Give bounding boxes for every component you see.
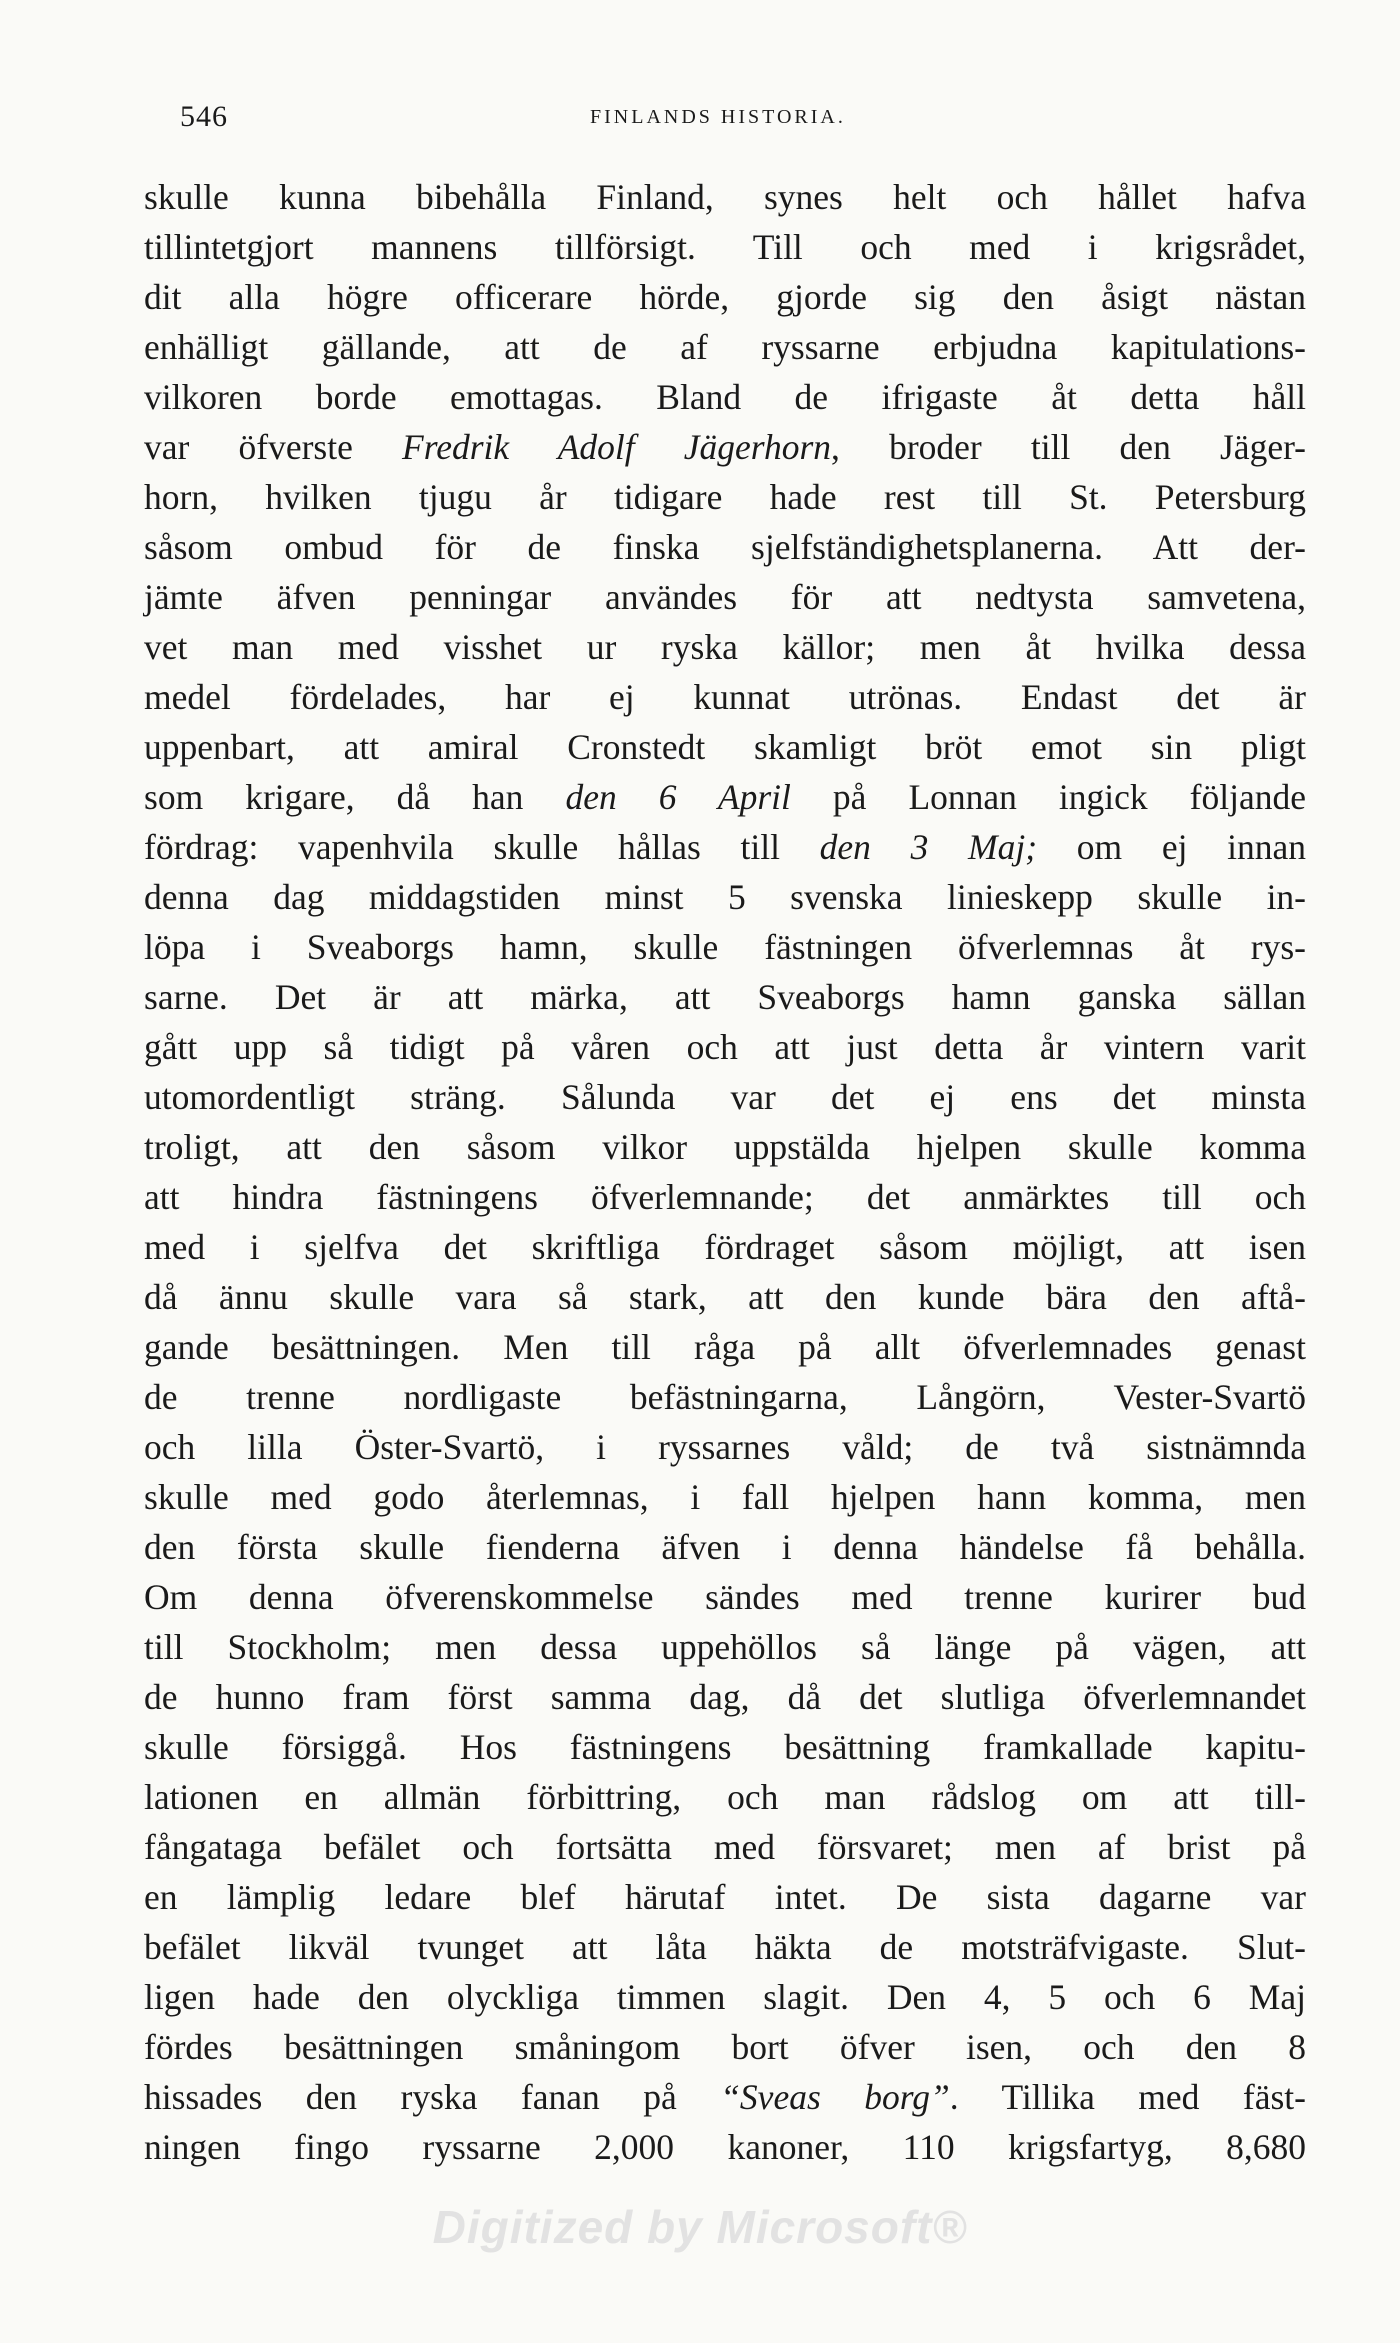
text-line <box>144 1822 1306 1872</box>
text-run: dit alla högre officerare hörde, gjorde sig den åsigt nästan <box>144 277 1306 317</box>
text-line <box>144 1372 1306 1422</box>
italic-phrase: den 6 April <box>565 777 791 817</box>
text-run: var öfverste <box>144 427 403 467</box>
text-run: fördes besättningen småningom bort öfver isen, och den 8 <box>144 2027 1306 2067</box>
italic-phrase: Fredrik Adolf Jägerhorn <box>402 427 832 467</box>
text-run: gande besättningen. Men till råga på allt öfverlemnades genast <box>144 1327 1306 1367</box>
text-line <box>144 1072 1306 1122</box>
text-run: och lilla Öster-Svartö, i ryssarnes våld; de två sistnämnda <box>144 1427 1306 1467</box>
text-line <box>144 1722 1306 1772</box>
text-run: befälet likväl tvunget att låta häkta de motsträfvigaste. Slut- <box>144 1927 1306 1967</box>
text-line <box>144 772 1306 822</box>
text-line <box>144 572 1306 622</box>
text-line <box>144 1122 1306 1172</box>
italic-phrase: “Sveas borg” <box>720 2077 950 2117</box>
text-run: jämte äfven penningar användes för att nedtysta samvetena, <box>144 577 1306 617</box>
text-run: skulle försiggå. Hos fästningens besättning framkallade kapitu- <box>144 1727 1306 1767</box>
text-run: den första skulle fienderna äfven i denna händelse få behålla. <box>144 1527 1306 1567</box>
text-run: sarne. Det är att märka, att Sveaborgs hamn ganska sällan <box>144 977 1306 1017</box>
text-line <box>144 622 1306 672</box>
text-line <box>144 1572 1306 1622</box>
text-line <box>144 1422 1306 1472</box>
text-run: att hindra fästningens öfverlemnande; det anmärktes till och <box>144 1177 1306 1217</box>
text-run: de trenne nordligaste befästningarna, Långörn, Vester-Svartö <box>144 1377 1306 1417</box>
text-line <box>144 222 1306 272</box>
text-line <box>144 2022 1306 2072</box>
text-run: fördrag: vapenhvila skulle hållas till <box>144 827 820 867</box>
text-run: utomordentligt sträng. Sålunda var det ej ens det minsta <box>144 1077 1306 1117</box>
text-run: löpa i Sveaborgs hamn, skulle fästningen öfverlemnas åt rys- <box>144 927 1306 967</box>
digitization-watermark: Digitized by Microsoft® <box>432 2201 968 2253</box>
text-line <box>144 1622 1306 1672</box>
text-line <box>144 172 1306 222</box>
text-line <box>144 2072 1306 2122</box>
text-run: om ej innan <box>1037 827 1307 867</box>
text-line <box>144 1922 1306 1972</box>
text-line <box>144 872 1306 922</box>
text-line <box>144 2122 1306 2172</box>
text-run: denna dag middagstiden minst 5 svenska linieskepp skulle in- <box>144 877 1306 917</box>
text-line <box>144 322 1306 372</box>
text-run: , broder till den Jäger- <box>831 427 1307 467</box>
text-run: vet man med visshet ur ryska källor; men åt hvilka dessa <box>144 627 1306 667</box>
text-line <box>144 1222 1306 1272</box>
text-line <box>144 972 1306 1022</box>
text-run: på Lonnan ingick följande <box>790 777 1306 817</box>
text-run: som krigare, då han <box>144 777 566 817</box>
text-line <box>144 722 1306 772</box>
text-line <box>144 1322 1306 1372</box>
running-head <box>180 100 1320 140</box>
text-run: de hunno fram först samma dag, då det slutliga öfverlemnandet <box>144 1677 1306 1717</box>
text-run: skulle kunna bibehålla Finland, synes helt och hållet hafva <box>144 177 1306 217</box>
text-line <box>144 1672 1306 1722</box>
text-line <box>144 372 1306 422</box>
text-line <box>144 422 1306 472</box>
text-run: fångataga befälet och fortsätta med försvaret; men af brist på <box>144 1827 1306 1867</box>
text-line <box>144 672 1306 722</box>
text-line <box>144 1972 1306 2022</box>
text-line <box>144 822 1306 872</box>
text-line <box>144 472 1306 522</box>
text-run: ningen fingo ryssarne 2,000 kanoner, 110 krigsfartyg, 8,680 <box>144 2127 1306 2167</box>
text-line <box>144 1172 1306 1222</box>
text-line <box>144 1772 1306 1822</box>
text-line <box>144 272 1306 322</box>
page-number: 546 <box>180 100 228 133</box>
text-line <box>144 1522 1306 1572</box>
text-run: medel fördelades, har ej kunnat utrönas. Endast det är <box>144 677 1306 717</box>
text-run: tillintetgjort mannens tillförsigt. Till och med i krigsrådet, <box>144 227 1306 267</box>
text-run: vilkoren borde emottagas. Bland de ifrigaste åt detta håll <box>144 377 1306 417</box>
text-line <box>144 1272 1306 1322</box>
text-run: gått upp så tidigt på våren och att just detta år vintern varit <box>144 1027 1306 1067</box>
text-run: skulle med godo återlemnas, i fall hjelpen hann komma, men <box>144 1477 1306 1517</box>
text-run: med i sjelfva det skriftliga fördraget såsom möjligt, att isen <box>144 1227 1306 1267</box>
running-title: FINLANDS HISTORIA. <box>590 106 846 128</box>
body-text <box>144 172 1306 2172</box>
text-run: till Stockholm; men dessa uppehöllos så länge på vägen, att <box>144 1627 1306 1667</box>
text-run: . Tillika med fäst- <box>949 2077 1306 2117</box>
italic-phrase: den 3 Maj; <box>819 827 1038 867</box>
text-run: uppenbart, att amiral Cronstedt skamligt bröt emot sin pligt <box>144 727 1306 767</box>
text-run: såsom ombud för de finska sjelfständighetsplanerna. Att der- <box>144 527 1306 567</box>
text-run: ligen hade den olyckliga timmen slagit. Den 4, 5 och 6 Maj <box>144 1977 1306 2017</box>
text-line <box>144 1022 1306 1072</box>
text-run: enhälligt gällande, att de af ryssarne erbjudna kapitulations- <box>144 327 1306 367</box>
text-line <box>144 1472 1306 1522</box>
text-run: då ännu skulle vara så stark, att den kunde bära den aftå- <box>144 1277 1306 1317</box>
text-line <box>144 522 1306 572</box>
text-line <box>144 922 1306 972</box>
text-line <box>144 1872 1306 1922</box>
text-run: lationen en allmän förbittring, och man rådslog om att till- <box>144 1777 1306 1817</box>
text-run: hissades den ryska fanan på <box>144 2077 721 2117</box>
text-run: troligt, att den såsom vilkor uppstälda hjelpen skulle komma <box>144 1127 1306 1167</box>
text-run: Om denna öfverenskommelse sändes med trenne kurirer bud <box>144 1577 1306 1617</box>
text-run: horn, hvilken tjugu år tidigare hade rest till St. Petersburg <box>144 477 1306 517</box>
text-run: en lämplig ledare blef härutaf intet. De sista dagarne var <box>144 1877 1306 1917</box>
